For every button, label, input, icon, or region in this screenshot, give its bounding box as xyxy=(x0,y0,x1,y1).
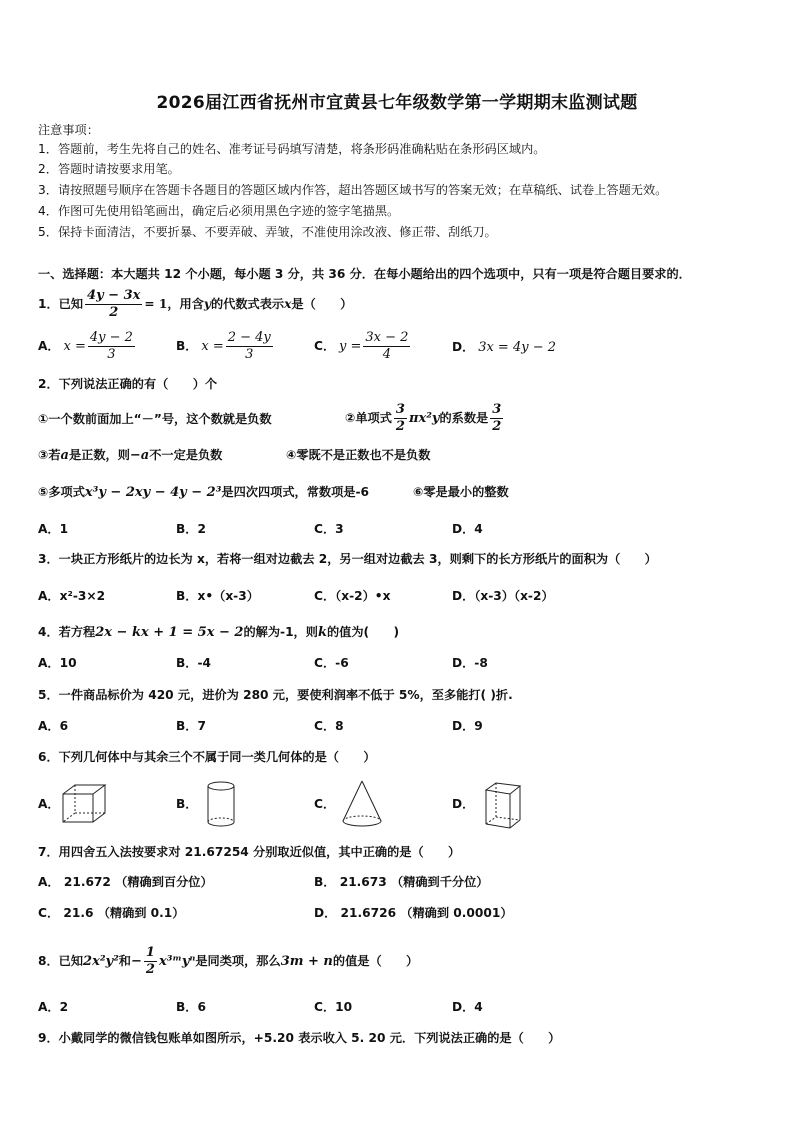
notice-item: 3．请按照题号顺序在答题卡各题目的答题区域内作答，超出答题区域书写的答案无效；在草稿纸、试卷上答题无效。 xyxy=(38,183,668,197)
question-5-option-c: C．8 xyxy=(314,719,344,733)
cylinder-icon xyxy=(205,780,237,828)
question-8-option-b: B．6 xyxy=(176,1000,206,1014)
question-5-option-d: D．9 xyxy=(452,719,483,733)
question-7-option-d: D． 21.6726 （精确到 0.0001） xyxy=(314,906,513,920)
question-2-option-c: C．3 xyxy=(314,522,344,536)
question-3-option-a: A．x²-3×2 xyxy=(38,589,106,603)
question-5-option-a: A．6 xyxy=(38,719,69,733)
question-2-option-b: B．2 xyxy=(176,522,206,536)
question-3-stem: 3．一块正方形纸片的边长为 x，若将一组对边截去 2，另一组对边截去 3，则剩下的长方形纸片的面积为（ ） xyxy=(38,552,657,566)
question-1-option-d: D． 3x = 4y − 2 xyxy=(452,340,556,355)
question-6-stem: 6．下列几何体中与其余三个不属于同一类几何体的是（ ） xyxy=(38,750,376,764)
statement-2: ②单项式 $\frac{3}{2}$ πx²y的系数是 $\frac{3}{2}$ xyxy=(345,402,502,434)
question-8-option-c: C．10 xyxy=(314,1000,353,1014)
question-7-option-a: A． 21.672 （精确到百分位） xyxy=(38,875,213,889)
question-1-option-b: B． x = $\frac{2 - 4y}{3}$ xyxy=(176,330,271,362)
notice-item: 1．答题前，考生先将自己的姓名、准考证号码填写清楚，将条形码准确粘贴在条形码区域内。 xyxy=(38,142,546,156)
section-heading: 一、选择题：本大题共 12 个小题，每小题 3 分，共 36 分．在每小题给出的四个选项中，只有一项是符合题目要求的． xyxy=(38,267,691,281)
question-7-option-b: B． 21.673 （精确到千分位） xyxy=(314,875,489,889)
page-title: 2026届江西省抚州市宜黄县七年级数学第一学期期末监测试题 xyxy=(156,93,638,113)
question-4-option-d: D．-8 xyxy=(452,656,488,670)
question-7-option-c: C． 21.6 （精确到 0.1） xyxy=(38,906,185,920)
notice-item: 4．作图可先使用铅笔画出，确定后必须用黑色字迹的签字笔描黑。 xyxy=(38,204,400,218)
question-3-option-d: D．（x-3）（x-2） xyxy=(452,589,554,603)
question-6-label-b: B． xyxy=(176,797,198,811)
notice-item: 5．保持卡面清洁，不要折暴、不要弄破、弄皱，不准使用涂改液、修正带、刮纸刀。 xyxy=(38,225,497,239)
question-2-option-d: D．4 xyxy=(452,522,483,536)
question-3-option-b: B．x•（x-3） xyxy=(176,589,259,603)
statement-4: ④零既不是正数也不是负数 xyxy=(286,448,431,462)
question-8-option-a: A．2 xyxy=(38,1000,69,1014)
cone-icon xyxy=(340,778,384,830)
statement-5: ⑤多项式x³y − 2xy − 4y − 2³是四次四项式，常数项是-6 xyxy=(38,485,370,500)
question-4-option-c: C．-6 xyxy=(314,656,349,670)
question-5-option-b: B．7 xyxy=(176,719,206,733)
question-1-stem: 1．已知 $\frac{4y - 3x}{2}$ = 1，用含y的代数式表示x是（ ） xyxy=(38,288,353,320)
question-9-stem: 9．小戴同学的微信钱包账单如图所示，+5.20 表示收入 5. 20 元．下列说法正确的是（ ） xyxy=(38,1031,561,1045)
question-7-stem: 7．用四舍五入法按要求对 21.67254 分别取近似值，其中正确的是（ ） xyxy=(38,845,461,859)
question-2-stem: 2．下列说法正确的有（ ）个 xyxy=(38,377,218,391)
question-5-stem: 5．一件商品标价为 420 元，进价为 280 元，要使利润率不低于 5%，至多能打( )折. xyxy=(38,688,513,702)
statement-3: ③若a是正数，则−a不一定是负数 xyxy=(38,448,223,463)
question-1-option-c: C． y = $\frac{3x - 2}{4}$ xyxy=(314,330,409,362)
question-4-stem: 4．若方程2x − kx + 1 = 5x − 2的解为-1，则k的值为( ) xyxy=(38,625,400,640)
question-6-label-c: C． xyxy=(314,797,336,811)
question-4-option-a: A．10 xyxy=(38,656,77,670)
question-8-option-d: D．4 xyxy=(452,1000,483,1014)
notice-heading: 注意事项： xyxy=(38,123,99,137)
statement-6: ⑥零是最小的整数 xyxy=(413,485,509,499)
question-6-label-d: D． xyxy=(452,797,475,811)
question-4-option-b: B．-4 xyxy=(176,656,212,670)
question-8-stem: 8．已知2x²y²和− $\frac{1}{2}$ x³ᵐyⁿ是同类项，那么3m + n的值是（ ） xyxy=(38,945,419,977)
statement-1: ①一个数前面加上“－”号，这个数就是负数 xyxy=(38,412,272,426)
question-3-option-c: C．（x-2）•x xyxy=(314,589,391,603)
question-2-option-a: A．1 xyxy=(38,522,69,536)
question-6-label-a: A． xyxy=(38,797,60,811)
cube-icon xyxy=(60,782,110,826)
notice-item: 2．答题时请按要求用笔。 xyxy=(38,162,180,176)
prism-icon xyxy=(480,780,526,832)
question-1-option-a: A． x = $\frac{4y - 2}{3}$ xyxy=(38,330,133,362)
